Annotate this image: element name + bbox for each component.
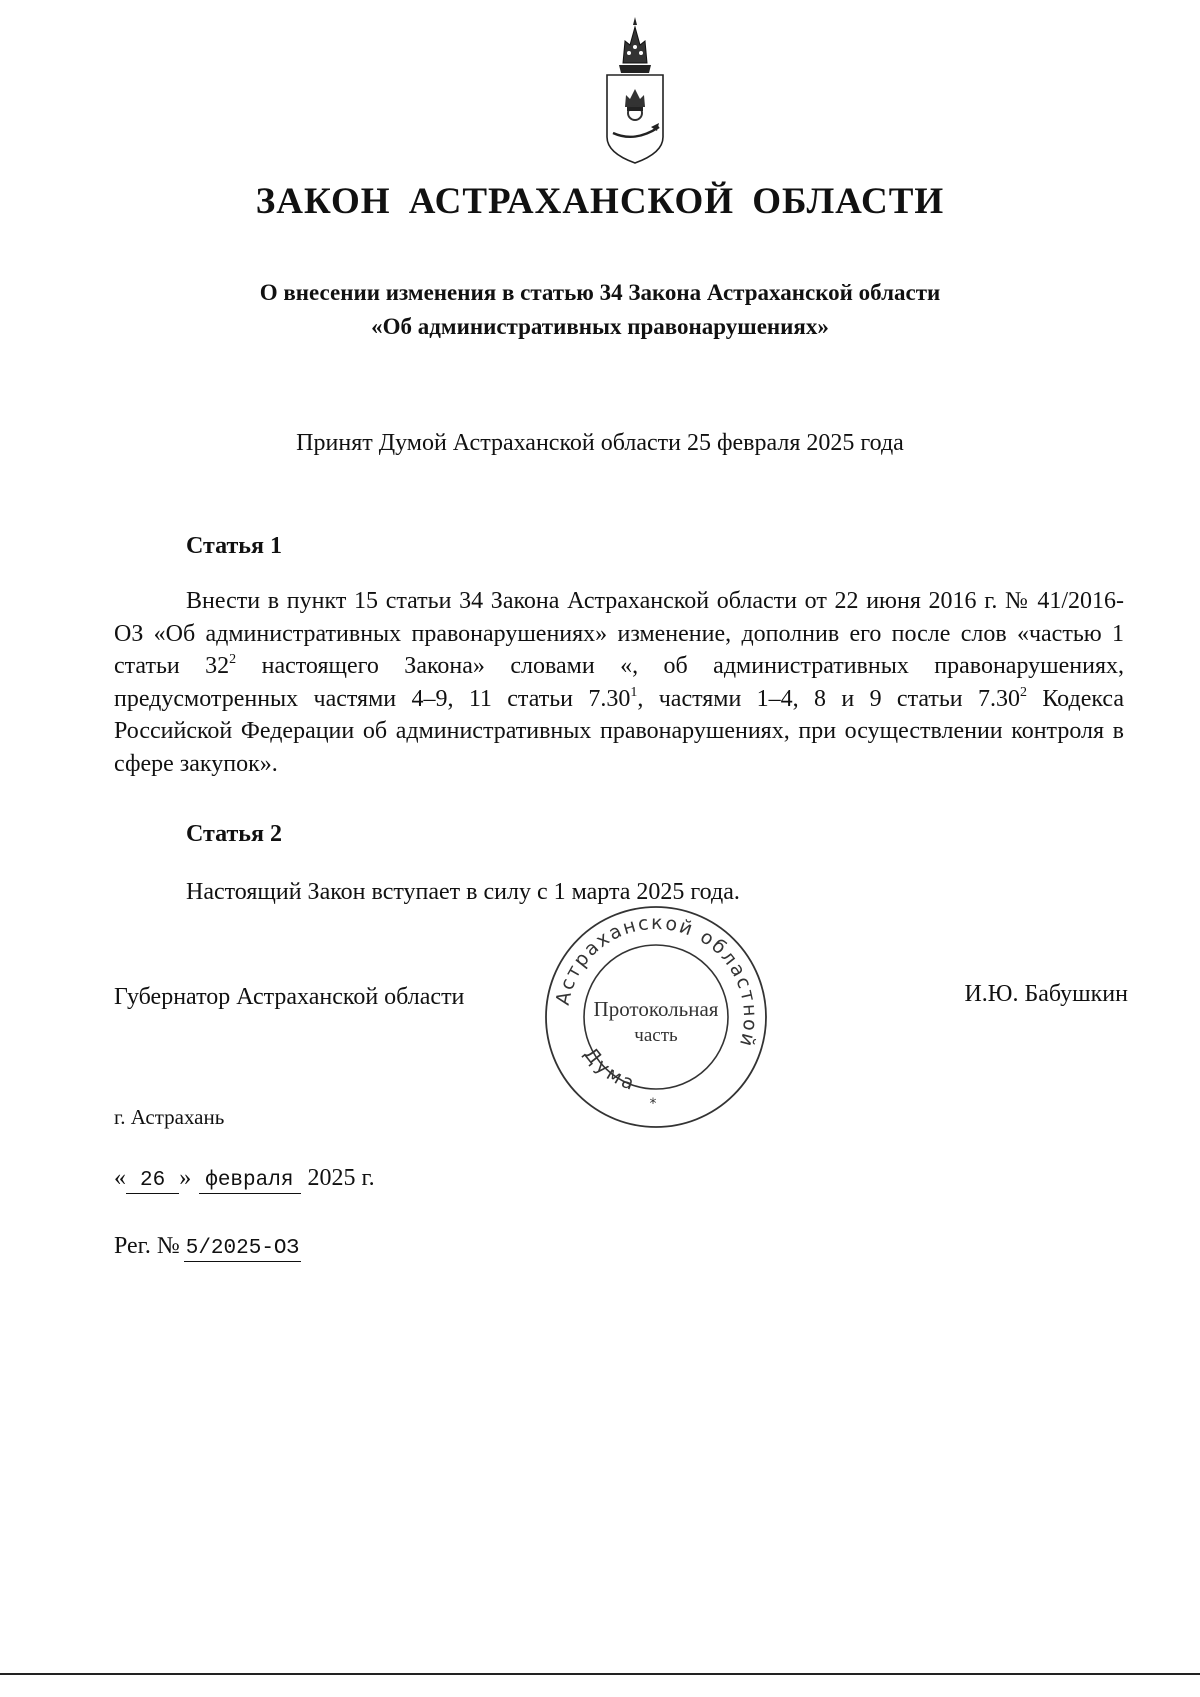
registration-number-field: 5/2025-ОЗ <box>185 1237 300 1260</box>
registration-label: Рег. № <box>114 1233 180 1259</box>
seal-bottom-text: Дума <box>579 1043 640 1096</box>
article-1-superscript-1: 2 <box>229 652 237 667</box>
article-1-text-part4: Кодекса Российской Федерации об административных правонарушениях, при осуществлении контроля в сфере закупок». <box>114 685 1125 777</box>
seal-ring-text: Астраханской областной <box>551 911 762 1051</box>
adoption-note: Принят Думой Астраханской области 25 февраля 2025 года <box>296 430 904 456</box>
astrakhan-coat-of-arms-icon <box>585 15 685 175</box>
signing-date <box>114 1165 375 1194</box>
page-bottom-rule <box>0 1673 1200 1675</box>
article-1-superscript-3: 2 <box>1020 684 1028 700</box>
date-close-quote: » <box>179 1165 192 1191</box>
article-2-heading: Статья 2 <box>186 821 282 847</box>
article-1-heading: Статья 1 <box>186 533 282 559</box>
official-seal <box>542 903 770 1131</box>
date-day-field: 26 <box>126 1169 179 1194</box>
seal-center-line2: часть <box>634 1025 678 1046</box>
governor-name: И.Ю. Бабушкин <box>964 981 1128 1007</box>
article-1-text <box>114 585 1124 780</box>
article-1-text-part3: , частями 1–4, 8 и 9 статьи 7.30 <box>637 685 1021 712</box>
article-1-text-part1: Внести в пункт 15 статьи 34 Закона Астраханской области от 22 июня 2016 г. № 41/2016-ОЗ «Об административных правонарушениях» изменение, дополнив его после слов «частью 1 статьи 32 <box>114 588 1124 679</box>
seal-star: * <box>649 1096 657 1112</box>
date-open-quote: « <box>114 1165 126 1191</box>
seal-center-line1: Протокольная <box>593 997 719 1021</box>
article-2-text: Настоящий Закон вступает в силу с 1 марта 2025 года. <box>186 879 740 905</box>
article-1-superscript-2: 1 <box>630 684 638 700</box>
date-year: 2025 г. <box>307 1165 375 1191</box>
article-1-text-part2: настоящего Закона» словами «, об административных правонарушениях, предусмотренных частями 4–9, 11 статьи 7.30 <box>114 653 1124 712</box>
city-of-signing: г. Астрахань <box>114 1105 225 1129</box>
law-subtitle-line2: «Об административных правонарушениях» <box>371 314 829 339</box>
date-month-field: февраля <box>199 1169 301 1194</box>
svg-text:Дума <box>579 1043 640 1095</box>
law-subtitle-line1: О внесении изменения в статью 34 Закона Астраханской области <box>259 280 941 305</box>
registration-line <box>114 1233 301 1262</box>
document-title: ЗАКОН АСТРАХАНСКОЙ ОБЛАСТИ <box>255 181 945 222</box>
governor-title: Губернатор Астраханской области <box>114 984 465 1010</box>
